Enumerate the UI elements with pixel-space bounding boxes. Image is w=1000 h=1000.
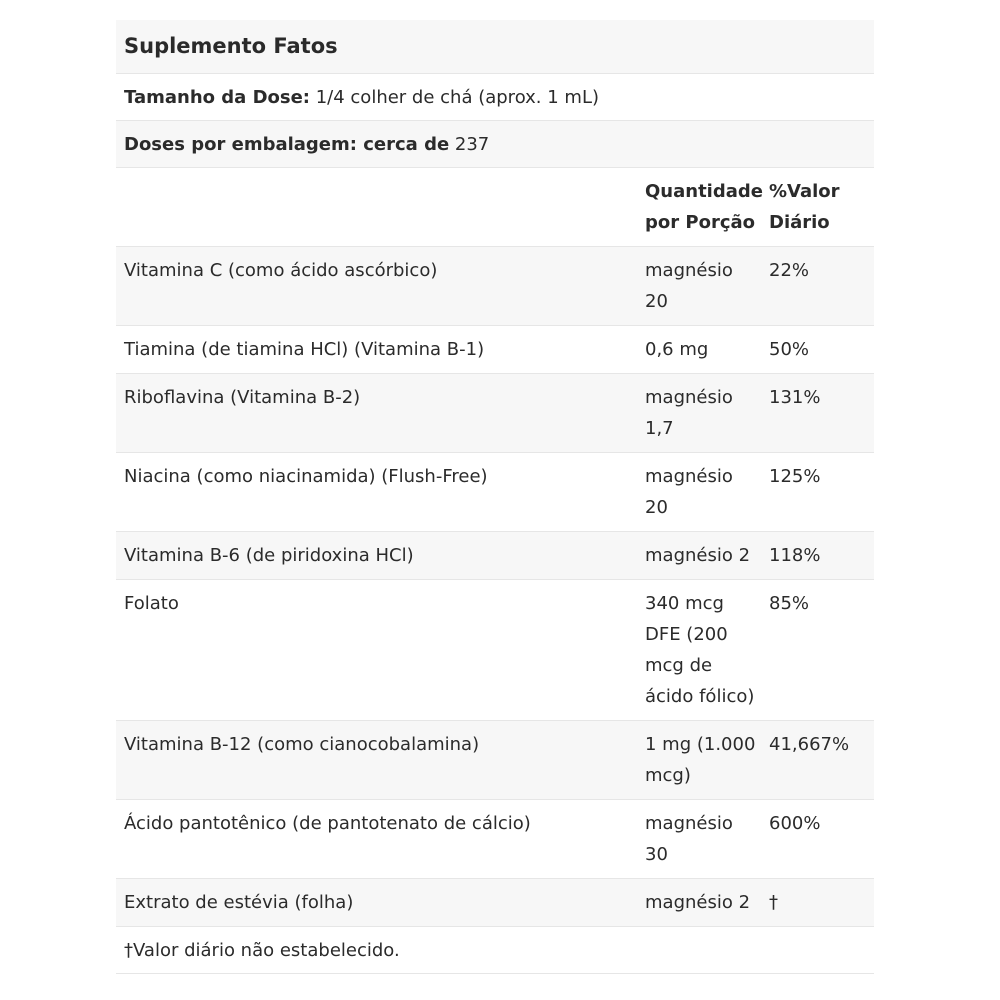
table-row — [116, 800, 874, 879]
serving-size-value: 1/4 colher de chá (aprox. 1 mL) — [310, 86, 600, 108]
header-daily-value: %Valor Diário — [769, 181, 840, 233]
nutrient-name: Tiamina (de tiamina HCl) (Vitamina B-1) — [124, 339, 485, 360]
nutrient-name: Niacina (como niacinamida) (Flush-Free) — [124, 466, 488, 487]
nutrient-amount: magnésio 30 — [645, 813, 733, 865]
nutrient-amount: 340 mcg DFE (200 mcg de ácido fólico) — [645, 593, 755, 707]
table-row — [116, 247, 874, 326]
header-nutrient-cell — [116, 176, 637, 238]
nutrient-name: Ácido pantotênico (de pantotenato de cálcio) — [124, 813, 531, 834]
nutrient-daily-value: 600% — [769, 813, 821, 834]
nutrient-daily-value: 131% — [769, 387, 821, 408]
table-row — [116, 326, 874, 374]
nutrient-name: Folato — [124, 593, 179, 614]
servings-per-container-label: Doses por embalagem: cerca de — [124, 133, 450, 155]
nutrient-amount: magnésio 20 — [645, 260, 733, 312]
nutrient-amount: 1 mg (1.000 mcg) — [645, 734, 756, 786]
table-row — [116, 580, 874, 721]
nutrient-amount: magnésio 2 — [645, 892, 751, 913]
table-row — [116, 532, 874, 580]
nutrient-name: Vitamina B-6 (de piridoxina HCl) — [124, 545, 414, 566]
nutrient-daily-value: 118% — [769, 545, 821, 566]
nutrient-daily-value: † — [769, 892, 778, 913]
nutrient-amount: magnésio 1,7 — [645, 387, 733, 439]
table-row — [116, 879, 874, 927]
serving-size-label: Tamanho da Dose: — [124, 86, 310, 108]
supplement-facts-table — [116, 20, 874, 974]
servings-per-container-row — [116, 121, 874, 168]
serving-size-row — [116, 74, 874, 121]
footnote: †Valor diário não estabelecido. — [124, 939, 400, 961]
nutrient-daily-value: 22% — [769, 260, 810, 281]
nutrient-name: Vitamina B-12 (como cianocobalamina) — [124, 734, 480, 755]
table-row — [116, 374, 874, 453]
nutrient-name: Extrato de estévia (folha) — [124, 892, 354, 913]
nutrient-amount: 0,6 mg — [645, 339, 709, 360]
nutrient-name: Vitamina C (como ácido ascórbico) — [124, 260, 438, 281]
nutrient-amount: magnésio 2 — [645, 545, 751, 566]
title-row — [116, 20, 874, 74]
footnote-row — [116, 927, 874, 974]
table-title: Suplemento Fatos — [124, 34, 338, 58]
servings-per-container-value: 237 — [449, 133, 490, 155]
column-header-row — [116, 168, 874, 247]
table-row — [116, 453, 874, 532]
nutrient-amount: magnésio 20 — [645, 466, 733, 518]
nutrient-name: Riboflavina (Vitamina B-2) — [124, 387, 361, 408]
nutrient-daily-value: 125% — [769, 466, 821, 487]
table-row — [116, 721, 874, 800]
nutrient-daily-value: 85% — [769, 593, 810, 614]
nutrient-daily-value: 41,667% — [769, 734, 850, 755]
header-amount: Quantidade por Porção — [645, 181, 763, 233]
nutrient-daily-value: 50% — [769, 339, 810, 360]
